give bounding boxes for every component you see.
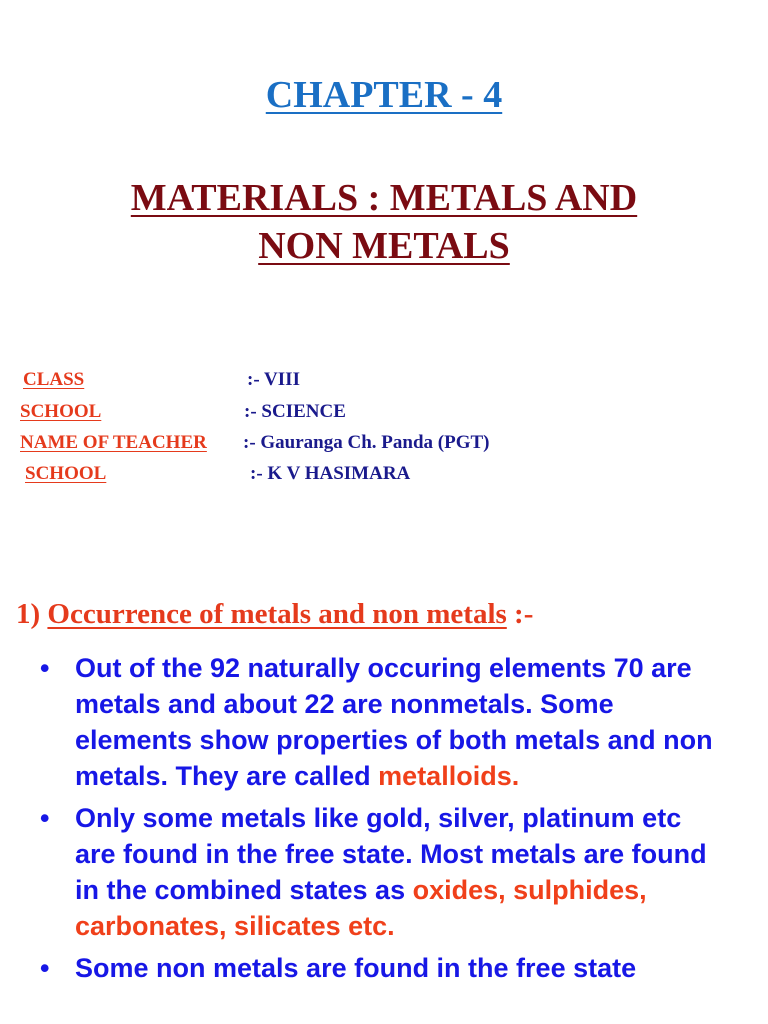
chapter-heading-text: CHAPTER - 4: [265, 74, 503, 116]
chapter-heading: [0, 72, 768, 118]
info-label-school: SCHOOL: [20, 401, 102, 422]
bullet-item-metalloids: [0, 650, 768, 794]
bullet-highlight: oxides, sulphides, carbonates, silicates etc.: [75, 875, 647, 941]
info-value-teacher: :- Gauranga Ch. Panda (PGT): [243, 432, 490, 453]
document-title-line-1: MATERIALS : METALS AND: [130, 177, 638, 219]
bullet-item-free-state-metals: [0, 800, 768, 944]
section-heading: [16, 596, 533, 632]
bullet-list: [0, 650, 768, 992]
bullet-item-free-state-nonmetals: [0, 950, 768, 986]
info-value-subject: :- SCIENCE: [244, 401, 346, 422]
info-label-teacher: NAME OF TEACHER: [20, 432, 207, 453]
bullet-dot-icon: •: [40, 953, 50, 983]
info-label-school-name: SCHOOL: [25, 463, 107, 484]
bullet-dot-icon: •: [40, 653, 50, 683]
bullet-text: Some non metals are found in the free state: [75, 953, 637, 983]
section-number: 1): [16, 598, 41, 630]
document-title: [0, 174, 768, 270]
section-heading-suffix: :-: [514, 598, 534, 630]
info-value-school: :- K V HASIMARA: [250, 463, 411, 484]
info-label-class: CLASS: [23, 369, 85, 390]
bullet-text: Out of the 92 naturally occuring elements 70 are metals and about 22 are nonmetals. Some elements show properties of both metals and non metals. They are called: [75, 653, 713, 791]
bullet-text: Only some metals like gold, silver, platinum etc are found in the free state. Most metals are found in the combined states as: [75, 803, 707, 905]
section-heading-text: Occurrence of metals and non metals: [47, 598, 507, 630]
info-value-class: :- VIII: [247, 369, 300, 390]
bullet-dot-icon: •: [40, 803, 50, 833]
document-title-line-2: NON METALS: [258, 225, 510, 267]
bullet-highlight: metalloids.: [378, 761, 520, 791]
